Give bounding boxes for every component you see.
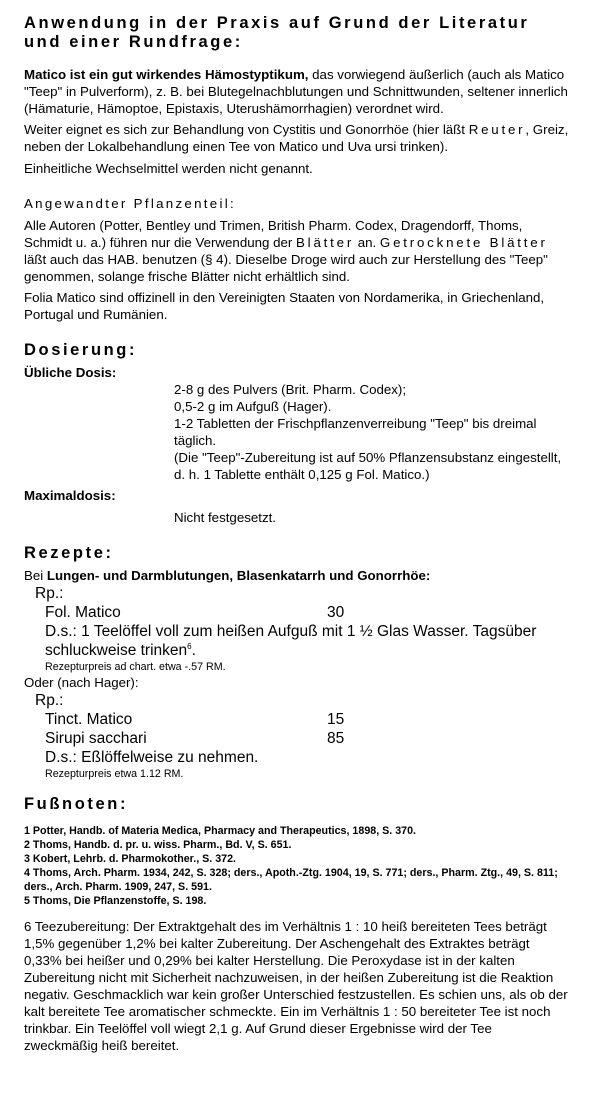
recipe2-instructions: D.s.: Eßlöffelweise zu nehmen.	[45, 749, 259, 766]
max-dose-value: Nicht festgesetzt.	[174, 510, 276, 525]
footnote: 5 Thoms, Die Pflanzenstoffe, S. 198.	[24, 895, 207, 907]
usual-dose-list	[24, 381, 569, 483]
recipe2-price: Rezepturpreis etwa 1.12 RM.	[45, 768, 184, 780]
footnote: 2 Thoms, Handb. d. pr. u. wiss. Pharm., Bd. V, S. 651.	[24, 839, 292, 851]
usual-dose-line: 1-2 Tabletten der Frischpflanzenverreibung "Teep" bis dreimal täglich.	[174, 416, 537, 448]
paragraph-wechselmittel: Einheitliche Wechselmittel werden nicht genannt.	[24, 161, 313, 176]
footnote-6-teezubereitung: 6 Teezubereitung: Der Extraktgehalt des im Verhältnis 1 : 10 heiß bereiteten Tees beträgt 1,5% gegenüber 1,2% bei kalter Zubereitung. Der Aschengehalt des Extraktes beträgt 0,33% bei heißer und 0,29% bei kalter Herstellung. Die Peroxydase ist in der kalten Zubereitung nicht mit Sicherheit nachzuweisen, in der heißen Zubereitung ist die Reaktion negativ. Geschmacklich war kein großer Unterschied festzustellen. Es schien uns, als ob der kalt bereitete Tee aromatischer schmeckte. Ein im Verhältnis 1 : 50 bereiteter Tee ist noch trinkbar. Ein Teelöffel voll wiegt 2,1 g. Auf Grund dieser Ergebnisse wird der Tee zweckmäßig heiß bereitet.	[24, 919, 568, 1053]
section-heading-anwendung: Anwendung in der Praxis auf Grund der Literatur und einer Rundfrage:	[24, 14, 530, 51]
max-dose-label: Maximaldosis:	[24, 488, 116, 503]
recipe1-intro: Bei Lungen- und Darmblutungen, Blasenkatarrh und Gonorrhöe:	[24, 568, 431, 583]
recipe2-rp: Rp.:	[35, 692, 64, 709]
paragraph-matico: Matico ist ein gut wirkendes Hämostyptikum, das vorwiegend äußerlich (auch als Matico "Teep" in Pulverform), z. B. bei Blutegelnachblutungen und Schnittwunden, seltener innerlich (Hämaturie, Hämoptoe, Epistaxis, Uterushämorrhagien) verordnet wird.	[24, 67, 568, 116]
footnote: 1 Potter, Handb. of Materia Medica, Pharmacy and Therapeutics, 1898, S. 370.	[24, 825, 417, 837]
paragraph-autoren: Alle Autoren (Potter, Bentley und Trimen, British Pharm. Codex, Dragendorff, Thoms, Schmidt u. a.) führen nur die Verwendung der Blätter an. Getrocknete Blätter läßt auch das HAB. benutzen (§ 4). Dieselbe Droge wird auch zur Herstellung des "Teep" genommen, solange frische Blätter nicht erhältlich sind.	[24, 218, 548, 284]
section-heading-pflanzenteil: Angewandter Pflanzenteil:	[24, 196, 236, 211]
usual-dose-label: Übliche Dosis:	[24, 365, 117, 380]
paragraph-cystitis: Weiter eignet es sich zur Behandlung von Cystitis und Gonorrhöe (hier läßt Reuter, Greiz, neben der Lokalbehandlung einen Tee von Matico und Uva ursi trinken).	[24, 122, 569, 154]
usual-dose-line: 0,5-2 g im Aufguß (Hager).	[174, 399, 332, 414]
usual-dose-line: (Die "Teep"-Zubereitung ist auf 50% Pflanzensubstanz eingestellt, d. h. 1 Tablette enthält 0,125 g Fol. Matico.)	[174, 450, 562, 482]
section-heading-rezepte: Rezepte:	[24, 544, 114, 562]
usual-dose-line: 2-8 g des Pulvers (Brit. Pharm. Codex);	[174, 382, 407, 397]
recipe2-ingredient: Tinct. Matico 15	[45, 711, 345, 728]
recipe2-intro: Oder (nach Hager):	[24, 675, 139, 690]
footnote: 4 Thoms, Arch. Pharm. 1934, 242, S. 328; ders., Apoth.-Ztg. 1904, 19, S. 771; ders., Pharm. Ztg., 49, S. 811; ders., Arch. Pharm. 1909, 247, S. 591.	[24, 867, 558, 893]
recipe1-rp: Rp.:	[35, 585, 64, 602]
section-heading-dosierung: Dosierung:	[24, 341, 138, 359]
section-heading-fussnoten: Fußnoten:	[24, 795, 129, 813]
footnote-list	[24, 824, 569, 908]
recipe1-ingredient: Fol. Matico 30	[45, 604, 345, 621]
footnote: 3 Kobert, Lehrb. d. Pharmokother., S. 372.	[24, 853, 237, 865]
paragraph-offizinell: Folia Matico sind offizinell in den Vereinigten Staaten von Nordamerika, in Griechenland, Portugal und Rumänien.	[24, 290, 545, 322]
recipe2-ingredient: Sirupi sacchari 85	[45, 730, 345, 747]
recipe1-price: Rezepturpreis ad chart. etwa -.57 RM.	[45, 661, 226, 673]
recipe1-instructions: D.s.: 1 Teelöffel voll zum heißen Aufguß mit 1 ½ Glas Wasser. Tagsüber schluckweise trinken$^6$.	[45, 623, 537, 659]
